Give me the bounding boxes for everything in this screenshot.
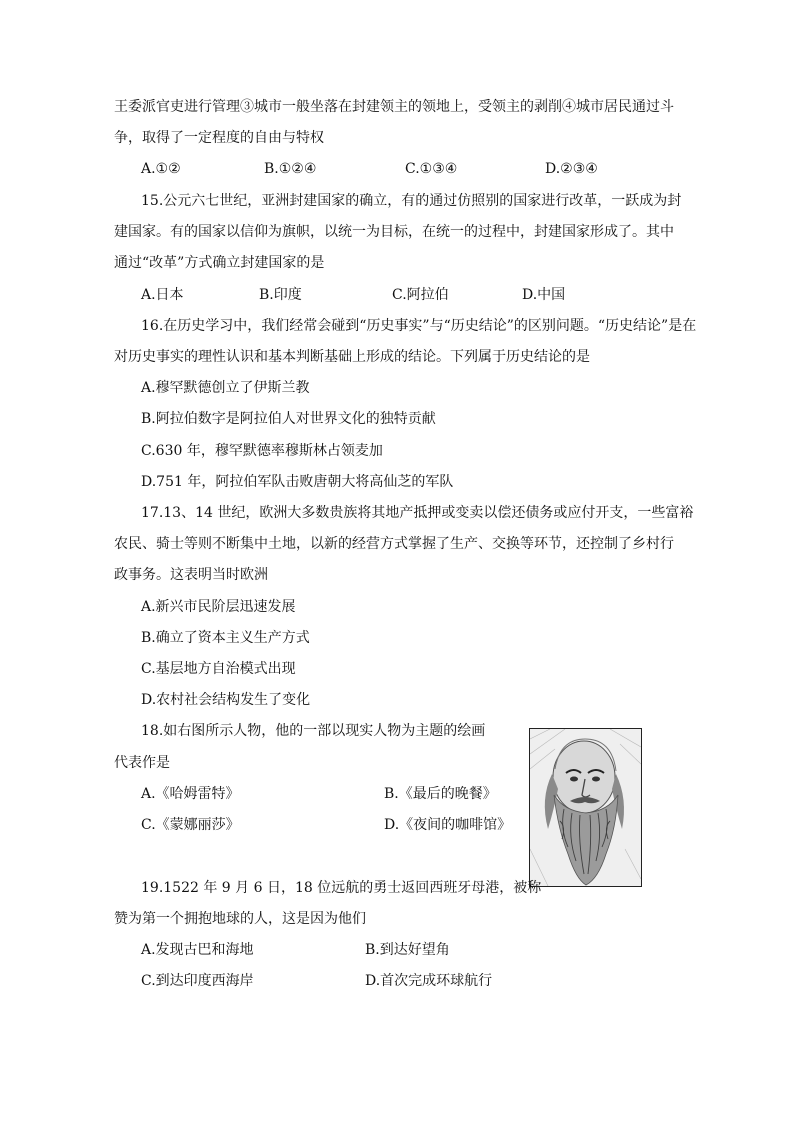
q14-text-line-2: 争，取得了一定程度的自由与特权 [114, 130, 324, 146]
q14-option-b[interactable]: B.①②④ [264, 161, 317, 177]
q18-text-line-1: 18.如右图所示人物，他的一部以现实人物为主题的绘画 [141, 723, 486, 739]
q17-text-line-1: 17.13、14 世纪，欧洲大多数贵族将其地产抵押或变卖以偿还债务或应付开支，一些富裕 [141, 505, 694, 521]
q18-option-d[interactable]: D.《夜间的咖啡馆》 [384, 817, 512, 833]
q16-option-c[interactable]: C.630 年，穆罕默德率穆斯林占领麦加 [141, 443, 383, 459]
q18-option-b[interactable]: B.《最后的晚餐》 [384, 786, 497, 802]
q17-option-b[interactable]: B.确立了资本主义生产方式 [141, 630, 310, 646]
q16-option-b[interactable]: B.阿拉伯数字是阿拉伯人对世界文化的独特贡献 [141, 411, 436, 427]
q16-text-line-2: 对历史事实的理性认识和基本判断基础上形成的结论。下列属于历史结论的是 [114, 349, 590, 365]
q15-option-a[interactable]: A.日本 [141, 287, 184, 303]
q15-text-line-1: 15.公元六七世纪，亚洲封建国家的确立，有的通过仿照别的国家进行改革，一跃成为封 [141, 193, 682, 209]
q15-option-d[interactable]: D.中国 [522, 287, 566, 303]
q14-text-line-1: 王委派官吏进行管理③城市一般坐落在封建领主的领地上，受领主的剥削④城市居民通过斗 [114, 99, 674, 115]
q14-option-a[interactable]: A.①② [141, 161, 181, 177]
q15-option-b[interactable]: B.印度 [259, 287, 302, 303]
q17-option-d[interactable]: D.农村社会结构发生了变化 [141, 692, 311, 708]
q16-text-line-1: 16.在历史学习中，我们经常会碰到“历史事实”与“历史结论”的区别问题。“历史结论”是在 [141, 318, 697, 334]
bearded-man-portrait-icon [529, 728, 642, 887]
q17-option-c[interactable]: C.基层地方自治模式出现 [141, 661, 296, 677]
q19-option-d[interactable]: D.首次完成环球航行 [365, 973, 493, 989]
q19-option-c[interactable]: C.到达印度西海岸 [141, 973, 254, 989]
q15-text-line-2: 建国家。有的国家以信仰为旗帜，以统一为目标，在统一的过程中，封建国家形成了。其中 [114, 224, 674, 240]
q15-text-line-3: 通过“改革”方式确立封建国家的是 [114, 255, 325, 271]
q19-option-a[interactable]: A.发现古巴和海地 [141, 942, 254, 958]
q17-text-line-2: 农民、骑士等则不断集中土地，以新的经营方式掌握了生产、交换等环节，还控制了乡村行 [114, 536, 674, 552]
q19-option-b[interactable]: B.到达好望角 [365, 942, 450, 958]
q14-option-c[interactable]: C.①③④ [405, 161, 458, 177]
q18-option-a[interactable]: A.《哈姆雷特》 [141, 786, 240, 802]
q18-option-c[interactable]: C.《蒙娜丽莎》 [141, 817, 240, 833]
q16-option-a[interactable]: A.穆罕默德创立了伊斯兰教 [141, 380, 310, 396]
q17-text-line-3: 政事务。这表明当时欧洲 [114, 567, 268, 583]
q19-text-line-2: 赞为第一个拥抱地球的人，这是因为他们 [114, 911, 366, 927]
q14-option-d[interactable]: D.②③④ [545, 161, 598, 177]
q18-text-line-2: 代表作是 [114, 755, 170, 771]
q15-option-c[interactable]: C.阿拉伯 [392, 287, 449, 303]
q17-option-a[interactable]: A.新兴市民阶层迅速发展 [141, 599, 296, 615]
q19-text-line-1: 19.1522 年 9 月 6 日，18 位远航的勇士返回西班牙母港，被称 [141, 880, 542, 896]
q16-option-d[interactable]: D.751 年，阿拉伯军队击败唐朝大将高仙芝的军队 [141, 474, 454, 490]
